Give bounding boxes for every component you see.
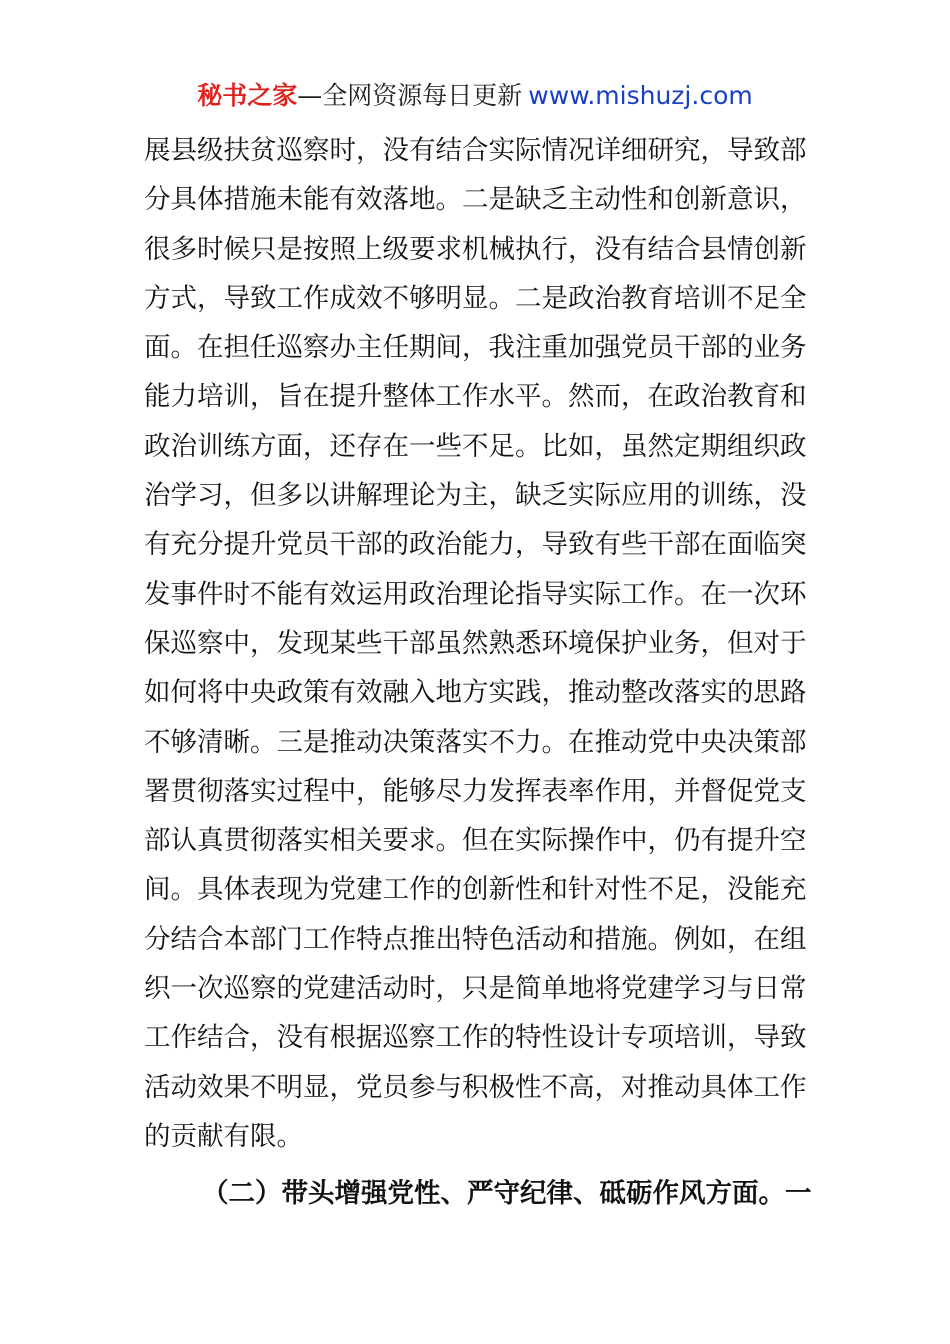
site-url-link[interactable]: www.mishuzj.com (528, 81, 753, 110)
body-line: 政治训练方面，还存在一些不足。比如，虽然定期组织政 (144, 430, 807, 462)
body-line: 部认真贯彻落实相关要求。但在实际操作中，仍有提升空 (144, 825, 807, 857)
body-line: 治学习，但多以讲解理论为主，缺乏实际应用的训练，没 (144, 480, 807, 512)
body-line: 发事件时不能有效运用政治理论指导实际工作。在一次环 (144, 578, 807, 610)
document-body (144, 126, 814, 1161)
section-heading (144, 1169, 814, 1218)
body-line: 织一次巡察的党建活动时，只是简单地将党建学习与日常 (144, 973, 807, 1005)
site-brand: 秘书之家 (197, 81, 298, 110)
body-line: 很多时候只是按照上级要求机械执行，没有结合县情创新 (144, 233, 807, 265)
body-line: 不够清晰。三是推动决策落实不力。在推动党中央决策部 (144, 726, 807, 758)
body-line: 工作结合，没有根据巡察工作的特性设计专项培训，导致 (144, 1022, 807, 1054)
body-line: 展县级扶贫巡察时，没有结合实际情况详细研究，导致部 (144, 135, 807, 166)
body-line: 活动效果不明显，党员参与积极性不高，对推动具体工作 (144, 1071, 807, 1103)
section-heading-text: （二）带头增强党性、严守纪律、砥砺作风方面。一 (202, 1178, 812, 1209)
body-line: 保巡察中，发现某些干部虽然熟悉环境保护业务，但对于 (144, 627, 807, 659)
body-line: 能力培训，旨在提升整体工作水平。然而，在政治教育和 (144, 381, 807, 413)
header-dash: — (297, 81, 323, 110)
body-line: 面。在担任巡察办主任期间，我注重加强党员干部的业务 (144, 332, 807, 364)
body-line: 间。具体表现为党建工作的创新性和针对性不足，没能充 (144, 874, 807, 906)
body-line: 分具体措施未能有效落地。二是缺乏主动性和创新意识， (144, 184, 807, 216)
site-header (0, 78, 950, 114)
body-line: 的贡献有限。 (144, 1120, 303, 1152)
body-line: 如何将中央政策有效融入地方实践，推动整改落实的思路 (144, 677, 807, 709)
site-slogan: 全网资源每日更新 (322, 81, 523, 110)
body-line: 方式，导致工作成效不够明显。二是政治教育培训不足全 (144, 282, 807, 314)
body-line: 署贯彻落实过程中，能够尽力发挥表率作用，并督促党支 (144, 775, 807, 807)
body-line: 有充分提升党员干部的政治能力，导致有些干部在面临突 (144, 529, 807, 561)
body-line: 分结合本部门工作特点推出特色活动和措施。例如，在组 (144, 923, 807, 955)
